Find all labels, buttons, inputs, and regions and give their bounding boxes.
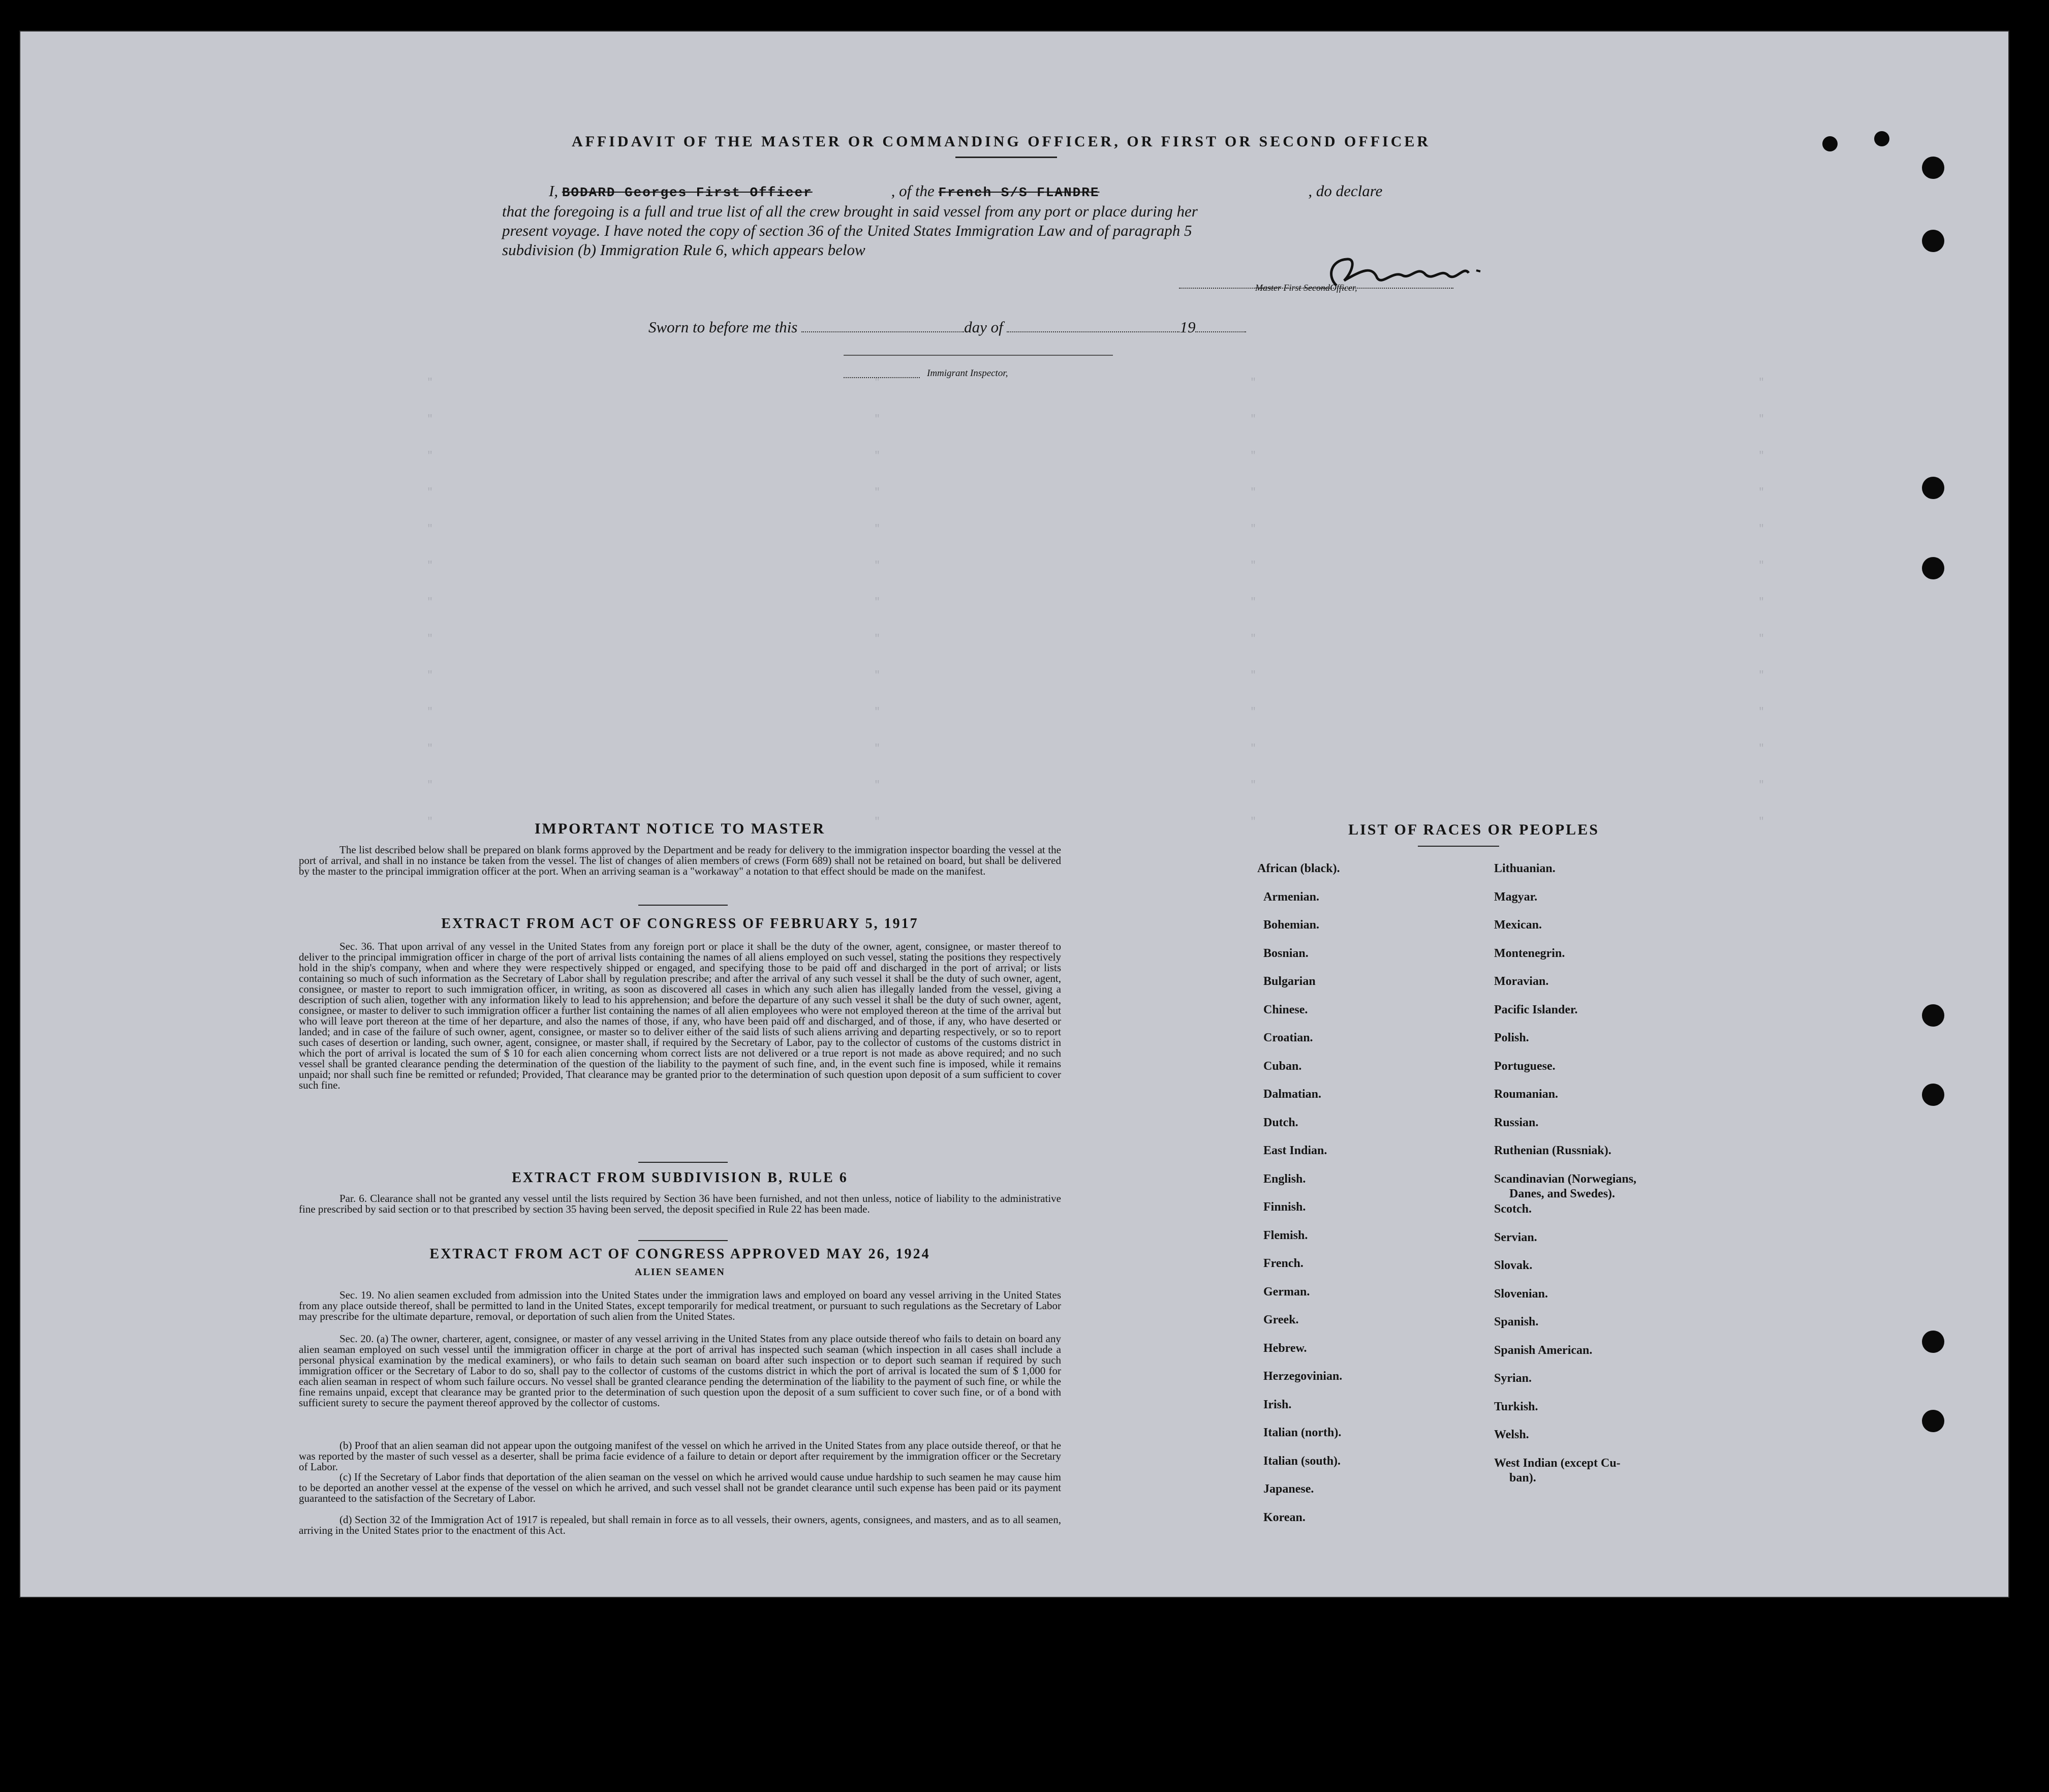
inspector-label: Immigrant Inspector, — [927, 368, 1008, 379]
race-item-right: Syrian. — [1494, 1372, 1532, 1385]
extract-1924-subtitle: ALIEN SEAMEN — [635, 1266, 725, 1278]
vessel-name: French S/S FLANDRE — [938, 185, 1100, 200]
affidavit-line-3: present voyage. I have noted the copy of section 36 of the United States Immigration Law and of paragraph 5 — [502, 222, 1192, 239]
extract-rule6-rule — [638, 1240, 728, 1241]
second-label: Second — [1303, 283, 1330, 293]
extract-1924-sec19: Sec. 19. No alien seamen excluded from admission into the United States under the immigration laws and employed on board any vessel arriving in the United States from any place outside thereof, shall be permitted to land in the United States, except temporarily for medical treatment, or pursuant to such regulations as the Secretary of Labor may prescribe for the ultimate departure, removal, or deportation of such alien from the United States. — [299, 1289, 1061, 1322]
master-label: Master — [1255, 283, 1281, 293]
race-item-left: Japanese. — [1263, 1482, 1314, 1496]
affidavit-line-1 — [549, 182, 1382, 200]
race-item-right: West Indian (except Cu- — [1494, 1456, 1621, 1470]
race-item-left: Korean. — [1263, 1510, 1306, 1524]
race-item-left: Chinese. — [1263, 1003, 1308, 1016]
race-item-left: Finnish. — [1263, 1200, 1306, 1214]
race-item-left: Bosnian. — [1263, 946, 1309, 960]
race-item-left: Italian (south). — [1263, 1454, 1341, 1468]
race-item-right: Ruthenian (Russniak). — [1494, 1144, 1611, 1157]
race-item-left: Flemish. — [1263, 1228, 1308, 1242]
inspector-signature-line — [844, 355, 1113, 356]
race-item-right: Lithuanian. — [1494, 862, 1556, 875]
race-item-right: Scandinavian (Norwegians, — [1494, 1172, 1637, 1186]
race-item-left: English. — [1263, 1172, 1306, 1186]
race-item-left: French. — [1263, 1257, 1303, 1270]
sworn-month-blank[interactable] — [1007, 331, 1179, 332]
race-item-right: Turkish. — [1494, 1400, 1538, 1413]
race-item-right: Danes, and Swedes). — [1509, 1187, 1616, 1200]
notice-rule — [638, 905, 728, 906]
extract-rule6-body: Par. 6. Clearance shall not be granted any vessel until the lists required by Section 36 have been furnished, and not then unless, notice of liability to the administrative fine prescribed by said section or to that prescribed by section 35 having been served, the deposit specified in Rule 22 has been made. — [299, 1192, 1061, 1215]
race-item-right: Mexican. — [1494, 918, 1542, 932]
race-item-left: East Indian. — [1263, 1144, 1327, 1157]
race-item-right: Servian. — [1494, 1230, 1537, 1244]
race-item-left: Dalmatian. — [1263, 1088, 1321, 1101]
sworn-date-blank[interactable] — [801, 331, 964, 332]
race-item-right: Slovak. — [1494, 1259, 1533, 1272]
extract-1917-title: EXTRACT FROM ACT OF CONGRESS OF FEBRUARY 5, 1917 — [441, 916, 919, 932]
declarant-name: BODARD Georges First Officer — [562, 185, 813, 200]
race-item-right: Spanish. — [1494, 1315, 1539, 1328]
sworn-line — [648, 318, 1246, 336]
extract-1924-sec20d: (d) Section 32 of the Immigration Act of 1917 is repealed, but shall remain in force as to all vessels, their owners, agents, consignees, and masters, and as to all seamen, arriving in the United States prior to the enactment of this Act. — [299, 1513, 1061, 1536]
race-item-right: Slovenian. — [1494, 1287, 1548, 1301]
extract-1924-sec20b: (b) Proof that an alien seaman did not appear upon the outgoing manifest of the vessel on which he arrived in the United States from any place outside thereof, or that he was reported by the master of such vessel as a deserter, shall be prima facie evidence of a failure to detain or deport after requirement by the immigration officer or the Secretary of Labor. — [299, 1439, 1061, 1473]
extract-1924-sec20c: (c) If the Secretary of Labor finds that deportation of the alien seaman on the vessel on which he arrived would cause undue hardship to such seamen he may cause him to be deported an another vessel at the expense of the vessel on which he arrived, and such vessel shall not be grandet clearance until such expense has been paid or its payment guaranteed to the satisfaction of the Secretary of Labor. — [299, 1471, 1061, 1504]
race-item-right: Russian. — [1494, 1116, 1539, 1129]
race-item-left: Irish. — [1263, 1398, 1292, 1411]
extract-1924-sec20a: Sec. 20. (a) The owner, charterer, agent, consignee, or master of any vessel arriving in the United States from any place outside thereof who fails to detain on board any alien seaman employed on such vessel until the immigration officer in charge at the port of arrival has inspected such seaman (which inspection in all cases shall include a personal physical examination by the medical examiners), or who fails to detain such seaman on board after such inspection or to deport such seaman if required by such immigration officer or the Secretary of Labor to do so, shall pay to the collector of customs of the customs district in which the port of arrival is located the sum of $ 1,000 for each alien seaman in respect of whom such failure occurs. No vessel shall be granted clearance pending the determination of the liability to the payment of such fine, or while the fine remains unpaid, except that clearance may be granted prior to the determination of such question upon the deposit of a sum sufficient to cover such fine, or of a bond with sufficient surety to secure the payment thereof approved by the collector of customs. — [299, 1333, 1061, 1409]
sworn-year: 19 — [1179, 318, 1196, 336]
race-item-left: Cuban. — [1263, 1059, 1302, 1073]
race-item-left: Herzegovinian. — [1263, 1370, 1343, 1383]
race-item-left: Armenian. — [1263, 890, 1319, 904]
race-item-right: ban). — [1509, 1471, 1536, 1485]
races-title-rule — [1418, 846, 1499, 847]
race-item-right: Welsh. — [1494, 1428, 1529, 1441]
race-item-right: Moravian. — [1494, 975, 1549, 988]
affidavit-do-declare: , do declare — [1308, 182, 1383, 200]
affidavit-prefix: I, — [549, 182, 558, 200]
affidavit-line-2: that the foregoing is a full and true list of all the crew brought in said vessel from any port or place during her — [502, 202, 1198, 220]
affidavit-of-the: , of the — [891, 182, 935, 200]
race-item-left: German. — [1263, 1285, 1310, 1299]
manifest-page — [20, 32, 2008, 1597]
race-item-right: Scotch. — [1494, 1202, 1532, 1216]
affidavit-title: AFFIDAVIT OF THE MASTER OR COMMANDING OFFICER, OR FIRST OR SECOND OFFICER — [571, 133, 1431, 150]
first-label: First — [1283, 283, 1301, 293]
sworn-prefix: Sworn to before me this — [648, 318, 798, 336]
races-title: LIST OF RACES OR PEOPLES — [1348, 821, 1599, 838]
officer-title-label — [1255, 283, 1357, 293]
race-item-right: Montenegrin. — [1494, 946, 1565, 960]
affidavit-line-4: subdivision (b) Immigration Rule 6, which appears below — [502, 241, 865, 259]
race-item-right: Pacific Islander. — [1494, 1003, 1578, 1016]
officer-label: Officer, — [1330, 283, 1357, 293]
race-item-left: Hebrew. — [1263, 1341, 1307, 1355]
race-item-right: Roumanian. — [1494, 1088, 1559, 1101]
notice-body: The list described below shall be prepared on blank forms approved by the Department and be ready for delivery to the immigration inspector boarding the vessel at the port of arrival, and shall in no instance be taken from the vessel. The list of changes of alien members of crews (Form 689) shall not be retained on board, but shall be delivered by the master to the principal immigration officer at the port. When an arriving seaman is a "workaway" a notation to that effect should be made on the manifest. — [299, 844, 1061, 877]
race-item-right: Magyar. — [1494, 890, 1538, 904]
extract-1924-title: EXTRACT FROM ACT OF CONGRESS APPROVED MAY 26, 1924 — [429, 1246, 930, 1262]
affidavit-title-rule — [955, 157, 1057, 158]
extract-rule6-title: EXTRACT FROM SUBDIVISION B, RULE 6 — [512, 1170, 848, 1186]
race-item-right: Polish. — [1494, 1031, 1529, 1044]
extract-1917-rule — [638, 1162, 728, 1163]
race-item-left: Bohemian. — [1263, 918, 1320, 932]
race-item-left: Croatian. — [1263, 1031, 1313, 1044]
race-item-right: Portuguese. — [1494, 1059, 1556, 1073]
notice-title: IMPORTANT NOTICE TO MASTER — [534, 820, 826, 837]
extract-1917-body: Sec. 36. That upon arrival of any vessel in the United States from any foreign port or place it shall be the duty of the owner, agent, consignee, or master thereof to deliver to the principal immigration officer in charge of the port of arrival lists containing the names of all aliens employed on such vessel, stating the positions they respectively hold in the ship's company, when and where they were respectively shipped or engaged, and specifying those to be paid off and discharged in the port of arrival; or lists containing so much of such information as the Secretary of Labor shall by regulation prescribe; and after the arrival of any such vessel it shall be the duty of such owner, agent, consignee, or master to report to such immigration officer, in writing, as soon as discovered all cases in which any such alien has illegally landed from the vessel, giving a description of such alien, together with any information likely to lead to his apprehension; and before the departure of any such vessel it shall be the duty of such owner, agent, consignee, or master to deliver to such immigration officer a further list containing the names of all alien employees who were not employed thereon at the time of the arrival but who will leave port thereon at the time of her departure, and also the names of those, if any, who have been paid off and discharged, and of those, if any, who have deserted or landed; and in case of the failure of such owner, agent, consignee, or master so to deliver either of the said lists of such aliens arriving and departing respectively, or so to report such cases of desertion or landing, such owner, agent, consignee, or master shall, if required by the Secretary of Labor, pay to the collector of customs of the customs district in which the port of arrival is located the sum of $ 10 for each alien concerning whom correct lists are not delivered or a true report is not made as above required; and no such vessel shall be granted clearance pending the determination of the question of the liability to the payment of such fine, and, in the event such fine is imposed, while it remains unpaid; nor shall such fine be remitted or refunded; Provided, That clearance may be granted prior to the determination of such question upon deposit of a sum sufficient to cover such fine. — [299, 940, 1061, 1091]
race-item-left: Italian (north). — [1263, 1426, 1342, 1439]
race-item-left: Dutch. — [1263, 1116, 1298, 1129]
inspector-dotted-line — [844, 377, 920, 378]
race-item-left: African (black). — [1257, 862, 1340, 875]
bleed-through-area: " " " " " " " " " " " " " " " " " " " " " " " " " " " " " " " " " " " " " " " " " " " " " " " " " " " " — [427, 377, 1765, 828]
sworn-day-of: day of — [964, 318, 1003, 336]
race-item-right: Spanish American. — [1494, 1343, 1593, 1357]
sworn-year-blank[interactable] — [1195, 331, 1246, 332]
race-item-left: Bulgarian — [1263, 975, 1316, 988]
race-item-left: Greek. — [1263, 1313, 1299, 1326]
